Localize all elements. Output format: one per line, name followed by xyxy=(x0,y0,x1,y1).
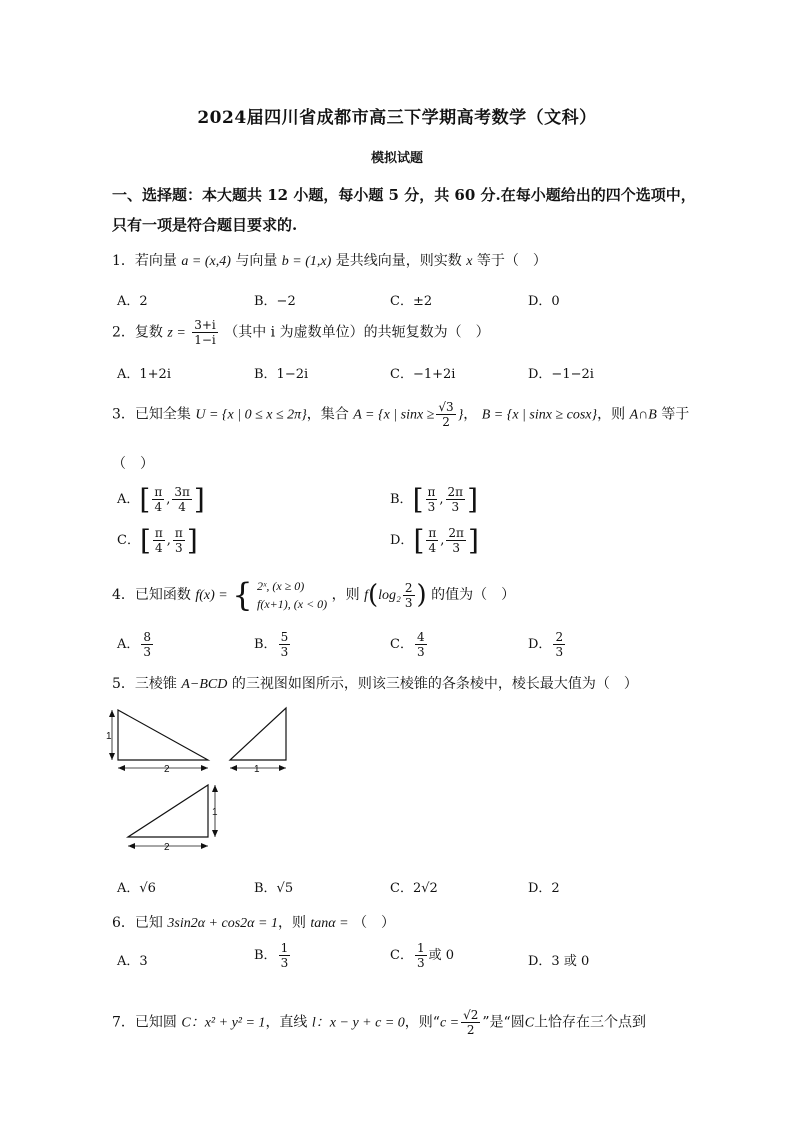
question-7: 7．已知圆 C：x² + y² = 1，直线 l：x − y + c = 0，则“c = $\frac{√2}{2}$ ”是“圆C上恰存在三个点到 xyxy=(112,1008,647,1037)
question-text: 已知函数 xyxy=(134,587,191,603)
question-number: 1． xyxy=(112,253,135,269)
question-text: 的三视图如图所示，则该三棱锥的各条棱中，棱长最大值为（ ） xyxy=(231,676,638,692)
question-text: 等于（ ） xyxy=(476,253,547,269)
dim-label: 1 xyxy=(254,764,260,775)
piecewise-cases: 2ˣ, (x ≥ 0) f(x+1), (x < 0) xyxy=(257,579,328,611)
question-number: 2． xyxy=(112,324,135,341)
question-text: 三棱锥 xyxy=(134,676,177,692)
q2-option-b[interactable]: B．1−2i xyxy=(254,367,309,382)
q5-option-d[interactable]: D．2 xyxy=(528,881,560,896)
q2-option-a[interactable]: A．1+2i xyxy=(117,367,171,382)
question-number: 6． xyxy=(112,915,135,931)
question-1 xyxy=(112,250,547,270)
top-view xyxy=(128,785,218,853)
q1-option-d[interactable]: D．0 xyxy=(528,294,560,309)
q3-option-d[interactable]: D．[ $\frac{\pi}{4}$ , $\frac{2\pi}{3}$ ] xyxy=(390,524,479,557)
q4-option-b[interactable]: B． $\frac{5}{3}$ xyxy=(254,630,289,659)
q5-option-a[interactable]: A．√6 xyxy=(117,881,156,896)
question-text: ，集合 xyxy=(306,406,349,423)
q6-option-c[interactable]: C． $\frac{1}{3}$ 或 0 xyxy=(390,941,454,970)
dim-label: 2 xyxy=(164,764,170,775)
q3-option-a[interactable]: A．[ $\frac{\pi}{4}$ , $\frac{3\pi}{4}$ ] xyxy=(117,483,205,516)
q5-option-c[interactable]: C．2√2 xyxy=(390,881,438,896)
section-heading-line2: 只有一项是符合题目要求的. xyxy=(112,216,298,234)
set-b: B = {x | sinx ≥ cosx} xyxy=(481,407,598,423)
question-number: 7． xyxy=(112,1014,135,1031)
q1-option-a[interactable]: A．2 xyxy=(117,294,148,309)
question-5 xyxy=(112,673,638,693)
q3-option-c[interactable]: C．[ $\frac{\pi}{4}$ , $\frac{\pi}{3}$ ] xyxy=(117,524,198,557)
question-text: 已知 xyxy=(134,915,163,931)
question-text: 已知圆 xyxy=(134,1014,177,1031)
question-number: 4． xyxy=(112,587,135,603)
fraction: $\frac{3+i}{1-i}$ xyxy=(194,318,216,347)
vector-b: b = (1,x) xyxy=(281,254,332,269)
fraction: $\frac{√3}{2}$ xyxy=(438,400,454,429)
question-number: 5． xyxy=(112,676,135,692)
page-subtitle: 模拟试题 xyxy=(370,151,423,166)
question-text: 是共线向量，则实数 xyxy=(335,253,462,269)
question-3: 3．已知全集 U = {x | 0 ≤ x ≤ 2π}，集合 A = {x | sinx ≥ $\frac{√3}{2}$ }， B = {x | sinx ≥ cosx}，则 A∩B 等于 xyxy=(112,400,690,429)
q4-option-a[interactable]: A． $\frac{8}{3}$ xyxy=(117,630,152,659)
question-4: 4．已知函数 f(x) = { 2ˣ, (x ≥ 0) f(x+1), (x < 0) ，则 f(log₂ $\frac{2}{3}$ ) 的值为（ ） xyxy=(112,576,516,614)
section-heading-line1: 一、选择题：本大题共 12 小题，每小题 5 分，共 60 分.在每小题给出的四个选项中， xyxy=(112,186,696,204)
question-text: 已知全集 xyxy=(134,406,191,423)
question-6: 6．已知 3sin2α + cos2α = 1，则 tanα = （ ） xyxy=(112,915,396,931)
q5-option-b[interactable]: B．√5 xyxy=(254,881,294,896)
q2-option-d[interactable]: D．−1−2i xyxy=(528,367,594,382)
q6-option-a[interactable]: A．3 xyxy=(117,954,148,969)
q3-blank: （ ） xyxy=(112,456,154,472)
variable-x: x xyxy=(466,254,473,269)
q1-option-b[interactable]: B．−2 xyxy=(254,294,296,309)
q2-option-c[interactable]: C．−1+2i xyxy=(390,367,456,382)
fraction: $\frac{√2}{2}$ xyxy=(463,1008,479,1037)
dim-label: 1 xyxy=(212,807,218,818)
question-text: （其中 i 为虚数单位）的共轭复数为（ ） xyxy=(224,324,490,341)
set-a: A = {x | sinx ≥ xyxy=(353,407,435,423)
question-text: 与向量 xyxy=(235,253,278,269)
question-text: 若向量 xyxy=(134,253,177,269)
vector-a: a = (x,4) xyxy=(181,254,231,269)
function-f: f(x) = xyxy=(195,588,228,603)
dim-label: 2 xyxy=(164,842,170,853)
q6-option-b[interactable]: B． $\frac{1}{3}$ xyxy=(254,941,289,970)
q4-option-c[interactable]: C． $\frac{4}{3}$ xyxy=(390,630,425,659)
intersection: A∩B xyxy=(629,407,657,423)
q4-option-d[interactable]: D． $\frac{2}{3}$ xyxy=(528,630,564,659)
q6-option-d[interactable]: D．3 或 0 xyxy=(528,954,590,969)
complex-z: z = xyxy=(167,325,186,341)
question-2 xyxy=(112,318,490,347)
front-view xyxy=(106,710,208,775)
page-title: 2024届四川省成都市高三下学期高考数学（文科） xyxy=(197,108,597,128)
q1-option-c[interactable]: C．±2 xyxy=(390,294,433,309)
pyramid-name: A−BCD xyxy=(181,677,228,692)
set-u: U = {x | 0 ≤ x ≤ 2π} xyxy=(195,407,307,423)
line-l: l：x − y + c = 0 xyxy=(311,1015,405,1031)
side-view xyxy=(230,708,286,775)
question-text: 复数 xyxy=(134,324,163,341)
three-view-figure xyxy=(108,700,298,860)
circle-c: C：x² + y² = 1 xyxy=(181,1015,266,1031)
equation: 3sin2α + cos2α = 1 xyxy=(167,916,278,931)
q3-option-b[interactable]: B．[ $\frac{\pi}{3}$ , $\frac{2\pi}{3}$ ] xyxy=(390,483,478,516)
question-number: 3． xyxy=(112,406,135,423)
tan-alpha: tanα = xyxy=(310,916,349,931)
dim-label: 1 xyxy=(106,731,112,742)
